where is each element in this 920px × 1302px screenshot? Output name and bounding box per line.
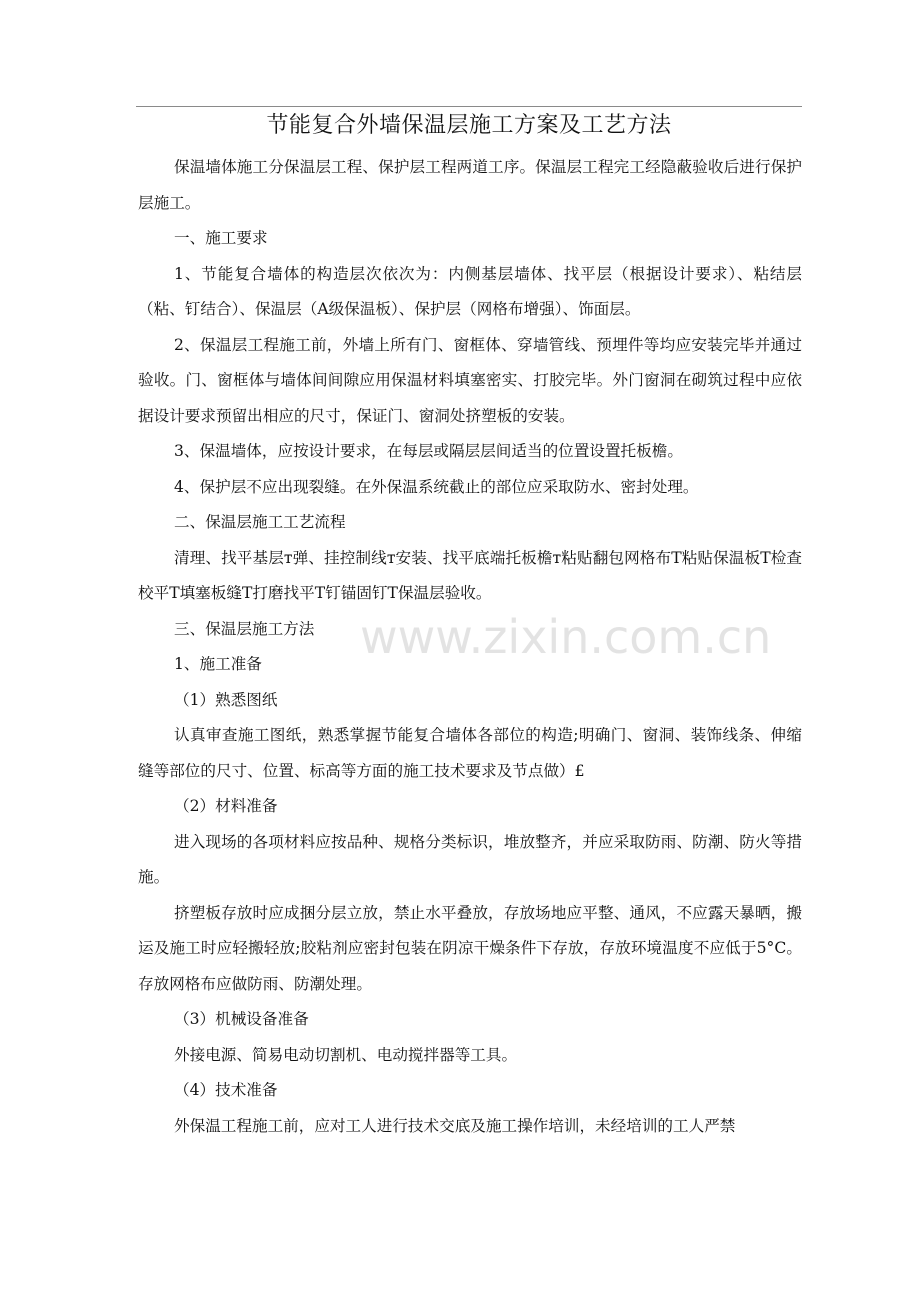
header-rule xyxy=(136,106,802,107)
subheading-materials: （2）材料准备 xyxy=(174,797,278,815)
technical-paragraph: 外保温工程施工前，应对工人进行技术交底及施工操作培训，未经培训的工人严禁 xyxy=(174,1116,736,1135)
document-body xyxy=(138,150,802,1144)
section-heading-process: 二、保温层施工工艺流程 xyxy=(174,513,346,531)
subheading-equipment: （3）机械设备准备 xyxy=(174,1010,309,1028)
equipment-paragraph: 外接电源、简易电动切割机、电动搅拌器等工具。 xyxy=(174,1045,518,1064)
materials-paragraph-2: 挤塑板存放时应成捆分层立放，禁止水平叠放，存放场地应平整、通风，不应露天暴晒，搬运及施工时应轻搬轻放;胶粘剂应密封包装在阴凉干燥条件下存放，存放环境温度不应低于5°C。存放网格布应做防雨、防潮处理。 xyxy=(138,903,802,993)
subheading-technical: （4）技术准备 xyxy=(174,1081,278,1099)
requirement-3: 3、保温墙体，应按设计要求，在每层或隔层层间适当的位置设置托板檐。 xyxy=(174,442,683,460)
subheading-drawings: （1）熟悉图纸 xyxy=(174,690,278,709)
process-flow: 清理、找平基层т弹、挂控制线т安装、找平底端托板檐т粘贴翻包网格布T粘贴保温板T检查校平T填塞板缝T打磨找平T钉锚固钉T保温层验收。 xyxy=(138,548,802,602)
subheading-preparation: 1、施工准备 xyxy=(174,655,262,673)
requirement-1: 1、节能复合墙体的构造层次依次为：内侧基层墙体、找平层（根据设计要求）、粘结层（粘、钉结合）、保温层（A级保温板）、保护层（网格布增强）、饰面层。 xyxy=(138,264,802,318)
requirement-2: 2、保温层工程施工前，外墙上所有门、窗框体、穿墙管线、预埋件等均应安装完毕并通过验收。门、窗框体与墙体间间隙应用保温材料填塞密实、打胶完毕。外门窗洞在砌筑过程中应依据设计要求预留出相应的尺寸，保证门、窗洞处挤塑板的安装。 xyxy=(138,335,802,425)
section-heading-method: 三、保温层施工方法 xyxy=(174,619,315,638)
drawings-paragraph: 认真审查施工图纸，熟悉掌握节能复合墙体各部位的构造;明确门、窗洞、装饰线条、伸缩缝等部位的尺寸、位置、标高等方面的施工技术要求及节点做）£ xyxy=(138,726,802,780)
requirement-4: 4、保护层不应出现裂缝。在外保温系统截止的部位应采取防水、密封处理。 xyxy=(174,477,699,496)
watermark: www.zixin.com.cn xyxy=(360,610,772,664)
document-title: 节能复合外墙保温层施工方案及工艺方法 xyxy=(266,113,672,138)
materials-paragraph-1: 进入现场的各项材料应按品种、规格分类标识，堆放整齐，并应采取防雨、防潮、防火等措施。 xyxy=(138,832,802,886)
section-heading-requirements: 一、施工要求 xyxy=(174,229,268,247)
intro-paragraph: 保温墙体施工分保温层工程、保护层工程两道工序。保温层工程完工经隐蔽验收后进行保护层施工。 xyxy=(138,158,802,212)
